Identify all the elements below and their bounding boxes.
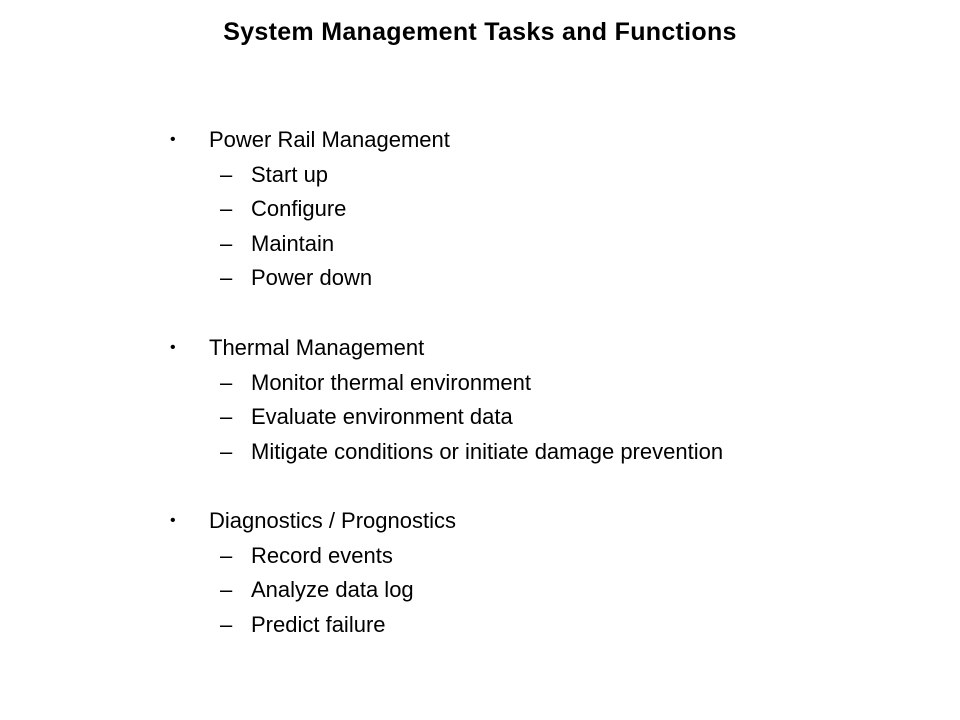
list-item [170,400,890,435]
list-item [170,158,890,193]
list-item [170,435,890,470]
slide-title: System Management Tasks and Functions [223,18,737,46]
bullet-icon: • [170,512,176,529]
list-item-label: Power down [251,265,373,291]
list-item-label: Analyze data log [251,577,414,603]
dash-icon: – [220,230,233,256]
list-item-label: Evaluate environment data [251,404,513,430]
section-thermal-management [170,331,890,469]
section-heading-label: Thermal Management [209,335,425,360]
list-item-label: Record events [251,542,393,568]
list-item [170,227,890,262]
dash-icon: – [220,611,233,637]
section-heading [170,123,890,158]
list-item-label: Configure [251,196,347,222]
bullet-icon: • [170,339,176,356]
list-item-label: Maintain [251,230,335,256]
dash-icon: – [220,369,233,395]
section-heading-label: Diagnostics / Prognostics [209,508,456,533]
list-item [170,539,890,574]
bullet-icon: • [170,131,176,148]
list-item [170,192,890,227]
section-heading-label: Power Rail Management [209,127,450,152]
list-item [170,366,890,401]
list-item-label: Predict failure [251,611,386,637]
section-heading [170,331,890,366]
list-item [170,573,890,608]
list-item-label: Mitigate conditions or initiate damage prevention [251,438,724,464]
dash-icon: – [220,161,233,187]
dash-icon: – [220,404,233,430]
section-diagnostics-prognostics [170,504,890,642]
section-heading [170,504,890,539]
list-item-label: Monitor thermal environment [251,369,532,395]
list-item [170,608,890,643]
dash-icon: – [220,265,233,291]
dash-icon: – [220,542,233,568]
dash-icon: – [220,577,233,603]
dash-icon: – [220,438,233,464]
section-power-rail-management [170,123,890,296]
list-item-label: Start up [251,161,329,187]
list-item [170,261,890,296]
dash-icon: – [220,196,233,222]
